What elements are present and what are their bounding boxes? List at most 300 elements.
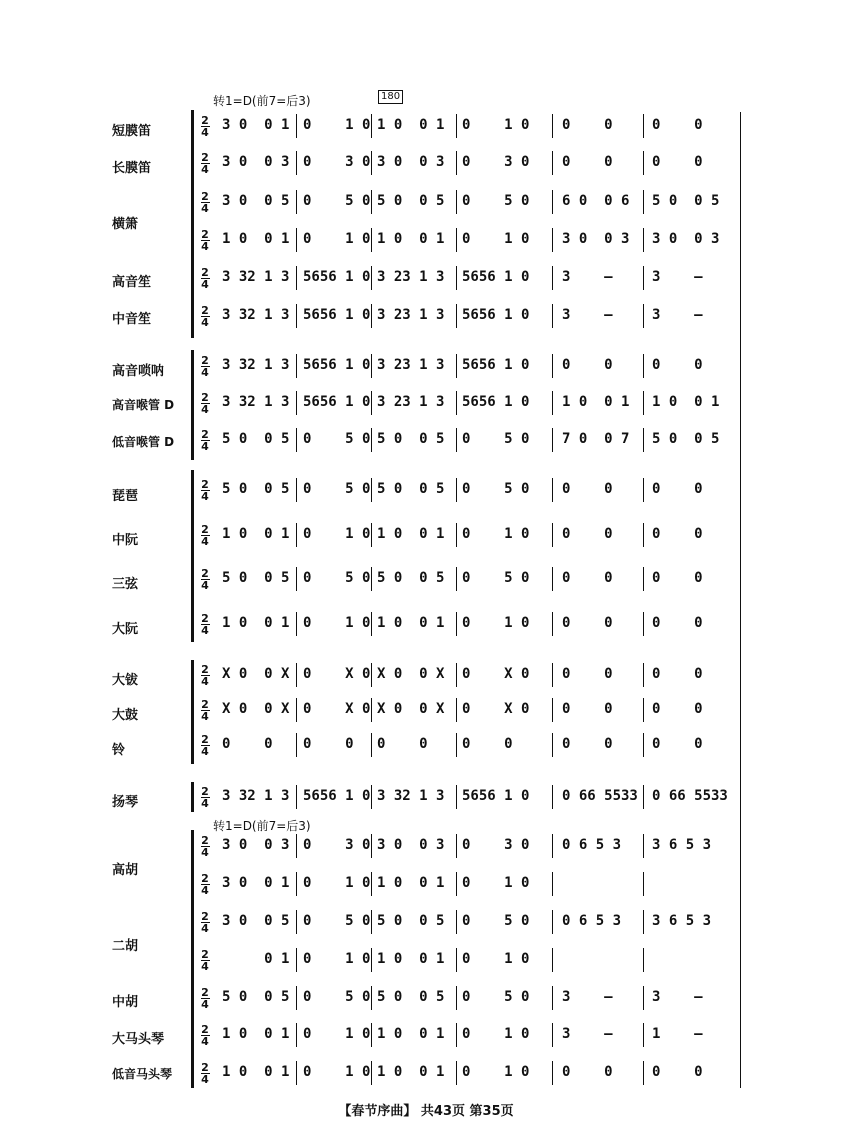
measure: 0 0 — [562, 117, 613, 133]
time-signature-top: 2 — [201, 151, 209, 164]
measure: 0 0 — [562, 357, 613, 373]
bracket-percussion — [191, 660, 194, 764]
barline — [643, 228, 644, 252]
barline — [552, 834, 553, 858]
measure: 0 5 0 — [462, 570, 530, 586]
time-signature-bottom: 4 — [201, 884, 209, 897]
time-signature — [200, 835, 210, 858]
instrument-label: 大马头琴 — [112, 1032, 165, 1047]
barline — [371, 1023, 372, 1047]
barline — [643, 391, 644, 415]
time-signature — [200, 734, 210, 757]
time-signature-bottom: 4 — [201, 998, 209, 1011]
time-signature-bottom: 4 — [201, 535, 209, 548]
time-signature-top: 2 — [201, 428, 209, 441]
instrument-label: 短膜笛 — [112, 124, 152, 139]
measure: 1 0 0 1 — [377, 1026, 445, 1042]
measure: 0 1 0 — [303, 951, 371, 967]
measure: 3 0 0 3 — [222, 154, 290, 170]
barline — [643, 733, 644, 757]
barline — [371, 228, 372, 252]
measure: 3 – — [562, 307, 613, 323]
barline — [456, 612, 457, 636]
measure: 5 0 0 5 — [377, 193, 445, 209]
barline — [371, 354, 372, 378]
barline — [296, 354, 297, 378]
barline — [296, 948, 297, 972]
time-signature — [200, 949, 210, 972]
measure: 5656 1 0 — [462, 394, 530, 410]
measure: 0 1 0 — [462, 117, 530, 133]
time-signature — [200, 429, 210, 452]
barline — [643, 612, 644, 636]
measure: 3 32 1 3 — [222, 307, 290, 323]
barline — [296, 834, 297, 858]
barline — [552, 872, 553, 896]
measure: 0 0 — [652, 701, 703, 717]
time-signature — [200, 229, 210, 252]
measure: 0 6 5 3 — [562, 913, 622, 929]
time-signature-top: 2 — [201, 910, 209, 923]
barline — [296, 478, 297, 502]
instrument-label: 大鼓 — [112, 708, 139, 723]
barline — [456, 228, 457, 252]
barline — [456, 114, 457, 138]
instrument-label: 三弦 — [112, 577, 139, 592]
final-barline — [740, 112, 741, 1088]
measure: 5 0 0 5 — [377, 431, 445, 447]
time-signature-top: 2 — [201, 1061, 209, 1074]
barline — [456, 1061, 457, 1085]
measure: 5 0 0 5 — [222, 989, 290, 1005]
measure: 0 0 — [652, 481, 703, 497]
measure: 1 0 0 1 — [222, 1026, 290, 1042]
time-signature — [200, 479, 210, 502]
bracket-strings — [191, 830, 194, 1088]
time-signature-top: 2 — [201, 948, 209, 961]
instrument-label: 扬琴 — [112, 795, 139, 810]
barline — [456, 785, 457, 809]
measure: 5 0 0 5 — [377, 481, 445, 497]
barline — [643, 1023, 644, 1047]
time-signature-top: 2 — [201, 114, 209, 127]
measure: 0 1 0 — [303, 526, 371, 542]
measure: 5 0 0 5 — [222, 431, 290, 447]
measure: 3 0 0 3 — [377, 154, 445, 170]
barline — [643, 698, 644, 722]
barline — [643, 910, 644, 934]
barline — [456, 266, 457, 290]
barline — [296, 872, 297, 896]
measure: 0 3 0 — [303, 154, 371, 170]
time-signature — [200, 699, 210, 722]
measure: 0 1 0 — [462, 875, 530, 891]
measure: 0 1 0 — [303, 1064, 371, 1080]
barline — [643, 834, 644, 858]
instrument-label: 高音喉管 D — [112, 398, 175, 412]
measure: 0 3 0 — [303, 837, 371, 853]
barline — [552, 612, 553, 636]
barline — [643, 523, 644, 547]
measure: 1 0 0 1 — [652, 394, 720, 410]
measure: 0 66 5533 — [562, 788, 638, 804]
measure: 0 5 0 — [462, 193, 530, 209]
barline — [371, 151, 372, 175]
measure: 0 1 — [222, 951, 290, 967]
measure: 0 1 0 — [303, 1026, 371, 1042]
measure: 3 0 0 3 — [377, 837, 445, 853]
barline — [643, 304, 644, 328]
measure: 0 0 — [652, 736, 703, 752]
measure: 5 0 0 5 — [652, 431, 720, 447]
barline — [456, 354, 457, 378]
instrument-label: 横箫 — [112, 217, 139, 232]
barline — [371, 663, 372, 687]
time-signature-top: 2 — [201, 785, 209, 798]
barline — [456, 872, 457, 896]
barline — [643, 151, 644, 175]
time-signature-bottom: 4 — [201, 922, 209, 935]
measure: 5656 1 0 — [303, 394, 371, 410]
barline — [371, 733, 372, 757]
time-signature-top: 2 — [201, 190, 209, 203]
barline — [371, 834, 372, 858]
barline — [296, 190, 297, 214]
time-signature-bottom: 4 — [201, 403, 209, 416]
instrument-label: 大钹 — [112, 673, 139, 688]
measure: 3 – — [562, 1026, 613, 1042]
barline — [371, 391, 372, 415]
time-signature — [200, 305, 210, 328]
barline — [552, 785, 553, 809]
measure: 0 5 0 — [303, 431, 371, 447]
measure: 5656 1 0 — [303, 788, 371, 804]
measure: 0 0 — [652, 154, 703, 170]
time-signature-top: 2 — [201, 228, 209, 241]
measure: 0 5 0 — [303, 570, 371, 586]
measure: 3 – — [652, 989, 703, 1005]
measure: 5656 1 0 — [303, 307, 371, 323]
time-signature — [200, 191, 210, 214]
barline — [552, 910, 553, 934]
barline — [456, 986, 457, 1010]
barline — [296, 698, 297, 722]
key-change-annotation-strings: 转1=D(前7=后3) — [213, 819, 311, 833]
time-signature-bottom: 4 — [201, 846, 209, 859]
barline — [552, 567, 553, 591]
measure: 5656 1 0 — [303, 357, 371, 373]
measure: 3 32 1 3 — [377, 788, 445, 804]
measure: 0 0 — [303, 736, 354, 752]
barline — [552, 304, 553, 328]
measure: 0 0 — [562, 701, 613, 717]
instrument-label: 高胡 — [112, 863, 139, 878]
measure: 3 – — [562, 269, 613, 285]
instrument-label: 中胡 — [112, 995, 139, 1010]
measure: 5 0 0 5 — [377, 989, 445, 1005]
time-signature — [200, 115, 210, 138]
measure: 0 X 0 — [303, 666, 371, 682]
measure: 5 0 0 5 — [222, 481, 290, 497]
barline — [552, 114, 553, 138]
measure: 1 0 0 1 — [222, 526, 290, 542]
measure: 0 0 — [652, 357, 703, 373]
measure: 3 – — [562, 989, 613, 1005]
time-signature-bottom: 4 — [201, 163, 209, 176]
time-signature-top: 2 — [201, 872, 209, 885]
time-signature-bottom: 4 — [201, 1035, 209, 1048]
barline — [371, 190, 372, 214]
measure: 0 5 0 — [303, 481, 371, 497]
measure: X 0 0 X — [377, 666, 445, 682]
barline — [371, 567, 372, 591]
measure: 0 0 — [377, 736, 428, 752]
measure: 0 3 0 — [462, 154, 530, 170]
time-signature-bottom: 4 — [201, 316, 209, 329]
measure: X 0 0 X — [222, 666, 290, 682]
bracket-reeds — [191, 350, 194, 460]
measure: 3 6 5 3 — [652, 837, 712, 853]
measure: 0 1 0 — [462, 526, 530, 542]
barline — [552, 354, 553, 378]
time-signature-bottom: 4 — [201, 745, 209, 758]
barline — [456, 733, 457, 757]
time-signature-bottom: 4 — [201, 240, 209, 253]
barline — [456, 478, 457, 502]
measure: 3 0 0 5 — [222, 193, 290, 209]
barline — [643, 872, 644, 896]
measure: 0 1 0 — [462, 231, 530, 247]
time-signature — [200, 267, 210, 290]
measure: 3 32 1 3 — [222, 357, 290, 373]
measure: 0 1 0 — [462, 1064, 530, 1080]
measure: 0 0 — [562, 481, 613, 497]
barline — [643, 785, 644, 809]
barline — [552, 228, 553, 252]
measure: 1 0 0 1 — [222, 231, 290, 247]
measure: 0 0 — [652, 1064, 703, 1080]
measure: 0 0 — [652, 615, 703, 631]
time-signature-top: 2 — [201, 304, 209, 317]
measure: 3 23 1 3 — [377, 307, 445, 323]
measure: 3 6 5 3 — [652, 913, 712, 929]
measure: 3 0 0 1 — [222, 875, 290, 891]
barline — [296, 986, 297, 1010]
measure: 0 0 — [562, 570, 613, 586]
measure: 0 5 0 — [462, 481, 530, 497]
measure: 6 0 0 6 — [562, 193, 630, 209]
barline — [296, 785, 297, 809]
time-signature — [200, 786, 210, 809]
measure: 0 5 0 — [462, 989, 530, 1005]
measure: 5656 1 0 — [462, 307, 530, 323]
barline — [643, 428, 644, 452]
measure: 5656 1 0 — [303, 269, 371, 285]
barline — [552, 391, 553, 415]
barline — [296, 151, 297, 175]
time-signature — [200, 873, 210, 896]
instrument-label: 二胡 — [112, 939, 139, 954]
instrument-label: 高音笙 — [112, 275, 152, 290]
time-signature — [200, 1062, 210, 1085]
measure: 0 6 5 3 — [562, 837, 622, 853]
barline — [552, 948, 553, 972]
barline — [643, 266, 644, 290]
bracket-winds — [191, 110, 194, 338]
bracket-plucked — [191, 470, 194, 642]
barline — [643, 663, 644, 687]
measure: 5 0 0 5 — [222, 570, 290, 586]
time-signature-top: 2 — [201, 834, 209, 847]
barline — [296, 612, 297, 636]
barline — [643, 986, 644, 1010]
measure: 3 23 1 3 — [377, 357, 445, 373]
measure: 0 1 0 — [462, 615, 530, 631]
time-signature-bottom: 4 — [201, 490, 209, 503]
measure: 3 23 1 3 — [377, 394, 445, 410]
measure: 0 5 0 — [303, 989, 371, 1005]
measure: 0 0 — [562, 666, 613, 682]
time-signature-top: 2 — [201, 1023, 209, 1036]
measure: 0 5 0 — [303, 913, 371, 929]
measure: 0 0 — [222, 736, 273, 752]
barline — [371, 872, 372, 896]
measure: 5 0 0 5 — [377, 570, 445, 586]
barline — [643, 478, 644, 502]
time-signature-bottom: 4 — [201, 126, 209, 139]
time-signature-top: 2 — [201, 986, 209, 999]
barline — [456, 1023, 457, 1047]
barline — [643, 948, 644, 972]
instrument-label: 长膜笛 — [112, 161, 152, 176]
barline — [371, 612, 372, 636]
barline — [296, 266, 297, 290]
barline — [456, 523, 457, 547]
time-signature — [200, 524, 210, 547]
time-signature-top: 2 — [201, 698, 209, 711]
measure: 5656 1 0 — [462, 357, 530, 373]
measure: 0 X 0 — [462, 701, 530, 717]
time-signature-top: 2 — [201, 391, 209, 404]
barline — [371, 698, 372, 722]
measure: 1 0 0 1 — [377, 231, 445, 247]
time-signature-top: 2 — [201, 663, 209, 676]
barline — [552, 663, 553, 687]
measure: 0 1 0 — [303, 231, 371, 247]
measure: 0 0 — [562, 154, 613, 170]
barline — [371, 428, 372, 452]
measure: 0 1 0 — [303, 875, 371, 891]
measure: 1 – — [652, 1026, 703, 1042]
measure: 0 0 — [562, 1064, 613, 1080]
time-signature-top: 2 — [201, 612, 209, 625]
time-signature — [200, 987, 210, 1010]
instrument-label: 低音马头琴 — [112, 1067, 173, 1081]
time-signature-top: 2 — [201, 733, 209, 746]
time-signature-bottom: 4 — [201, 366, 209, 379]
barline — [456, 834, 457, 858]
measure: 3 32 1 3 — [222, 394, 290, 410]
barline — [643, 567, 644, 591]
measure: 3 32 1 3 — [222, 788, 290, 804]
time-signature — [200, 911, 210, 934]
time-signature-bottom: 4 — [201, 797, 209, 810]
barline — [552, 733, 553, 757]
barline — [456, 190, 457, 214]
time-signature-top: 2 — [201, 266, 209, 279]
barline — [552, 428, 553, 452]
instrument-label: 中阮 — [112, 533, 139, 548]
barline — [296, 567, 297, 591]
measure: 5 0 0 5 — [377, 913, 445, 929]
measure: X 0 0 X — [222, 701, 290, 717]
barline — [552, 478, 553, 502]
time-signature-top: 2 — [201, 567, 209, 580]
measure: 0 0 — [562, 615, 613, 631]
measure: 0 0 — [562, 736, 613, 752]
barline — [296, 228, 297, 252]
measure: 0 3 0 — [462, 837, 530, 853]
measure: 3 – — [652, 269, 703, 285]
barline — [296, 733, 297, 757]
barline — [456, 304, 457, 328]
measure: 0 5 0 — [462, 913, 530, 929]
barline — [371, 785, 372, 809]
measure: 3 32 1 3 — [222, 269, 290, 285]
measure: 1 0 0 1 — [377, 951, 445, 967]
instrument-label: 高音唢呐 — [112, 364, 165, 379]
barline — [643, 190, 644, 214]
barline — [296, 663, 297, 687]
measure: 5656 1 0 — [462, 788, 530, 804]
barline — [296, 523, 297, 547]
instrument-label: 铃 — [112, 743, 126, 758]
measure: 0 1 0 — [462, 951, 530, 967]
barline — [552, 698, 553, 722]
time-signature — [200, 664, 210, 687]
time-signature — [200, 1024, 210, 1047]
time-signature — [200, 568, 210, 591]
barline — [456, 698, 457, 722]
barline — [371, 266, 372, 290]
measure: 3 0 0 3 — [652, 231, 720, 247]
measure: 1 0 0 1 — [562, 394, 630, 410]
measure: 3 0 0 5 — [222, 913, 290, 929]
time-signature — [200, 613, 210, 636]
barline — [296, 391, 297, 415]
barline — [552, 266, 553, 290]
barline — [552, 1061, 553, 1085]
measure: 3 0 0 3 — [222, 837, 290, 853]
barline — [296, 910, 297, 934]
barline — [296, 304, 297, 328]
time-signature-top: 2 — [201, 354, 209, 367]
measure: 0 0 — [562, 526, 613, 542]
measure: 3 0 0 3 — [562, 231, 630, 247]
measure: 0 1 0 — [303, 615, 371, 631]
measure: 1 0 0 1 — [377, 1064, 445, 1080]
barline — [371, 986, 372, 1010]
measure: 3 – — [652, 307, 703, 323]
measure: 1 0 0 1 — [222, 1064, 290, 1080]
barline — [371, 1061, 372, 1085]
measure: 3 0 0 1 — [222, 117, 290, 133]
time-signature-bottom: 4 — [201, 624, 209, 637]
time-signature-bottom: 4 — [201, 202, 209, 215]
instrument-label: 大阮 — [112, 622, 139, 637]
measure: 1 0 0 1 — [377, 615, 445, 631]
barline — [371, 910, 372, 934]
